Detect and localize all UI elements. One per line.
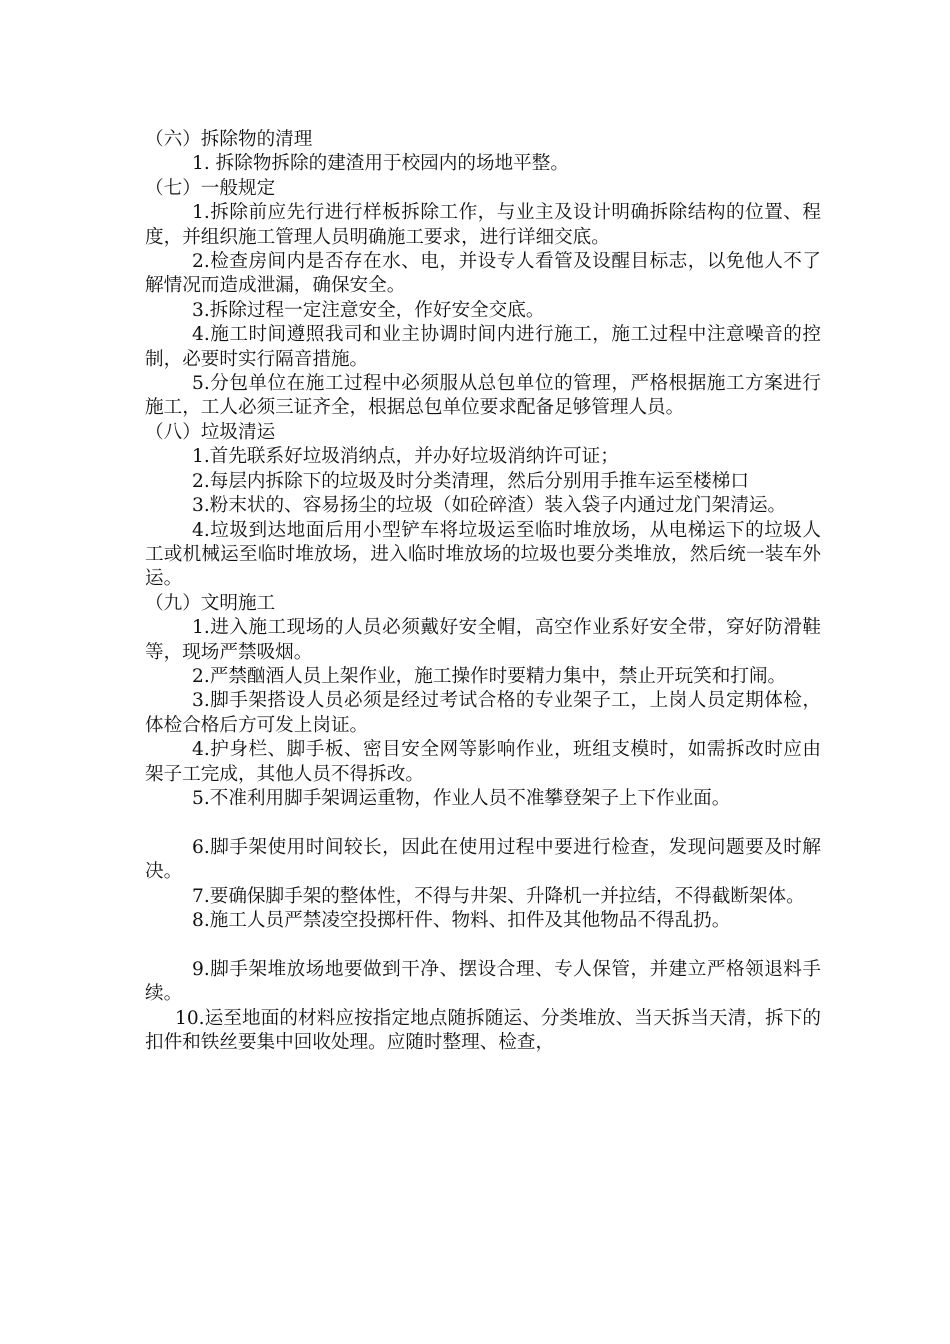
paragraph: 4.施工时间遵照我司和业主协调时间内进行施工，施工过程中注意噪音的控制，必要时实行隔音措施。 [145,324,821,370]
paragraph: 3.粉末状的、容易扬尘的垃圾（如砼碎渣）装入袋子内通过龙门架清运。 [192,495,787,517]
paragraph: 1.拆除前应先行进行样板拆除工作，与业主及设计明确拆除结构的位置、程度，并组织施工管理人员明确施工要求，进行详细交底。 [145,202,821,248]
blank-line [145,933,821,957]
paragraph: 5.不准利用脚手架调运重物，作业人员不准攀登架子上下作业面。 [192,787,731,809]
section-heading-8: （八）垃圾清运 [145,421,276,443]
paragraph: 2.每层内拆除下的垃圾及时分类清理，然后分别用手推车运至楼梯口 [192,470,749,492]
paragraph: 4.垃圾到达地面后用小型铲车将垃圾运至临时堆放场，从电梯运下的垃圾人工或机械运至临时堆放场，进入临时堆放场的垃圾也要分类堆放，然后统一装车外运。 [145,519,821,590]
paragraph: 2.检查房间内是否存在水、电，并设专人看管及设醒目标志，以免他人不了解情况而造成泄漏，确保安全。 [145,251,821,297]
paragraph: 9.脚手架堆放场地要做到干净、摆设合理、专人保管，并建立严格领退料手续。 [145,958,821,1005]
paragraph: 6.脚手架使用时间较长，因此在使用过程中要进行检查，发现问题要及时解决。 [145,836,821,883]
section-heading-7: （七）一般规定 [145,177,276,199]
paragraph: 2.严禁酗酒人员上架作业，施工操作时要精力集中，禁止开玩笑和打闹。 [192,665,787,687]
paragraph: 3.脚手架搭设人员必须是经过考试合格的专业架子工，上岗人员定期体检，体检合格后方可发上岗证。 [145,690,821,736]
paragraph: 3.拆除过程一定注意安全，作好安全交底。 [192,299,545,321]
paragraph: 7.要确保脚手架的整体性，不得与井架、升降机一并拉结，不得截断架体。 [192,885,805,907]
paragraph: 1.首先联系好垃圾消纳点，并办好垃圾消纳许可证； [192,446,619,468]
paragraph: 4.护身栏、脚手板、密目安全网等影响作业，班组支模时，如需拆改时应由架子工完成，其他人员不得拆改。 [145,739,821,785]
document-page [145,128,821,1055]
section-heading-6: （六）拆除物的清理 [145,129,313,150]
paragraph: 1. 拆除物拆除的建渣用于校园内的场地平整。 [192,153,569,175]
paragraph: 8.施工人员严禁凌空投掷杆件、物料、扣件及其他物品不得乱扔。 [192,909,731,931]
paragraph: 5.分包单位在施工过程中必须服从总包单位的管理，严格根据施工方案进行施工，工人必须三证齐全，根据总包单位要求配备足够管理人员。 [145,373,821,419]
section-heading-9: （九）文明施工 [145,592,276,614]
blank-line [145,811,821,835]
paragraph: 10.运至地面的材料应按指定地点随拆随运、分类堆放、当天拆当天清，拆下的扣件和铁丝要集中回收处理。应随时整理、检查， [145,1007,821,1053]
paragraph: 1.进入施工现场的人员必须戴好安全帽，高空作业系好安全带，穿好防滑鞋等，现场严禁吸烟。 [145,617,821,663]
